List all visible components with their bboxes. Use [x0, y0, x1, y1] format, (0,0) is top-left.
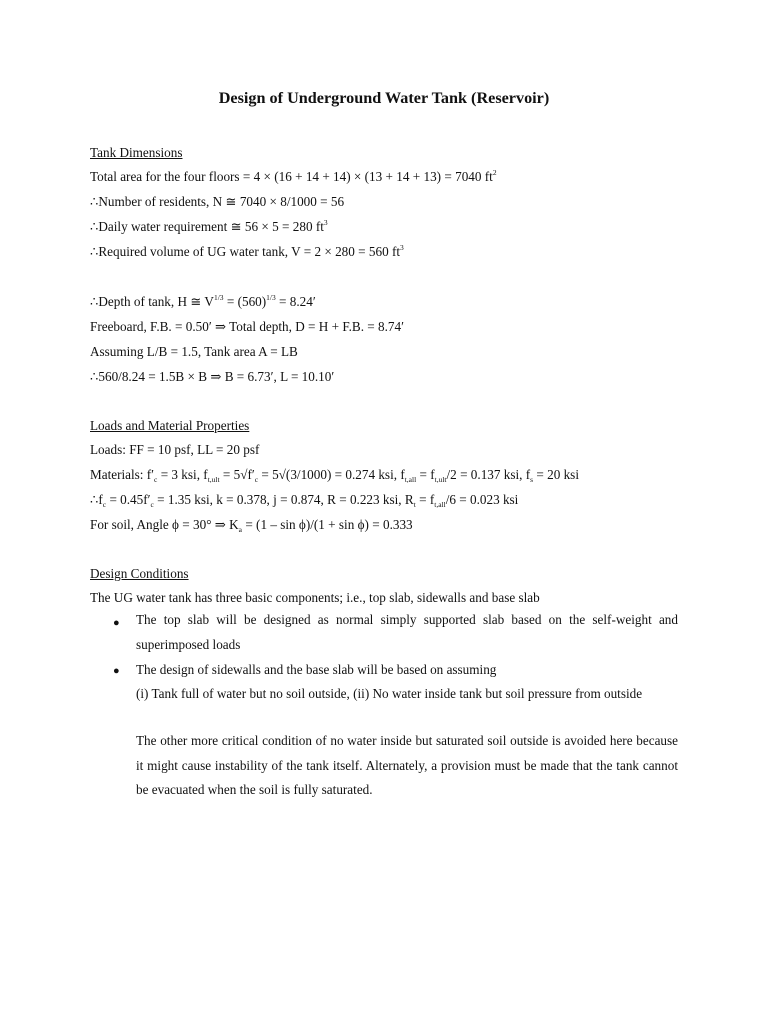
design-conditions-intro: The UG water tank has three basic components; i.e., top slab, sidewalls and base slab — [90, 590, 540, 605]
tank-area-assumption-line: Assuming L/B = 1.5, Tank area A = LB — [90, 344, 298, 359]
tank-total-area-line: Total area for the four floors = 4 × (16 + 14 + 14) × (13 + 14 + 13) = 7040 $ft^2$ — [90, 168, 497, 184]
bullet-item-top-slab: The top slab will be designed as normal simply supported slab based on the self-weight and superimposed loads — [136, 612, 678, 652]
bullet-icon: ● — [113, 665, 120, 677]
loads-line: Loads: FF = 10 psf, LL = 20 psf — [90, 442, 260, 457]
stress-parameters-line: $\therefore f_c = 0.45f'_c = 1.35$ ksi, k = 0.378, j = 0.874, R = 0.223 ksi, $R_t = f_{t,all}/6 = 0.023$ ksi — [90, 492, 519, 509]
tank-dimensions-result-line: ∴560/8.24 = 1.5B × B ⇒ B = 6.73′, L = 10.10′ — [90, 369, 335, 384]
soil-properties-line: For soil, Angle ϕ = 30° ⇒ $K_a = (1 - \sin \phi)/(1 + \sin \phi) = 0.333$ — [90, 517, 413, 534]
tank-depth-line: ∴Depth of tank, H ≅ $V^{1/3} = (560)^{1/3} = 8.24'$ — [90, 293, 316, 309]
section-heading-tank-dimensions: Tank Dimensions — [90, 145, 183, 160]
section-heading-design-conditions: Design Conditions — [90, 566, 189, 581]
tank-daily-water-line: ∴Daily water requirement ≅ 56 × 5 = 280 $ft^3$ — [90, 218, 328, 234]
page-title: Design of Underground Water Tank (Reservoir) — [218, 89, 550, 107]
tank-volume-line: ∴Required volume of UG water tank, V = 2 × 280 = 560 $ft^3$ — [90, 243, 404, 259]
section-heading-loads: Loads and Material Properties — [90, 418, 250, 433]
critical-condition-paragraph: The other more critical condition of no water inside but saturated soil outside is avoided here because it might cause instability of the tank itself. Alternately, a provision must be made that the tank cannot be evacuated when the soil is fully saturated. — [136, 733, 678, 797]
tank-residents-line: ∴Number of residents, N ≅ 7040 × 8/1000 = 56 — [90, 194, 345, 209]
bullet-icon: ● — [113, 617, 120, 629]
bullet-item-sidewalls-cases: (i) Tank full of water but no soil outside, (ii) No water inside tank but soil pressure from outside — [136, 686, 643, 701]
bullet-item-sidewalls: The design of sidewalls and the base slab will be based on assuming — [136, 662, 497, 677]
tank-freeboard-line: Freeboard, F.B. = 0.50′ ⇒ Total depth, D = H + F.B. = 8.74′ — [90, 319, 404, 334]
materials-line: Materials: $f'_c = 3$ ksi, $f_{t,ult} = 5√f'_c = 5√(3/1000) = 0.274$ ksi, $f_{t,all} = f_{t,ult}/2 = 0.137$ ksi, $f_s = 20$ ksi — [90, 467, 579, 484]
